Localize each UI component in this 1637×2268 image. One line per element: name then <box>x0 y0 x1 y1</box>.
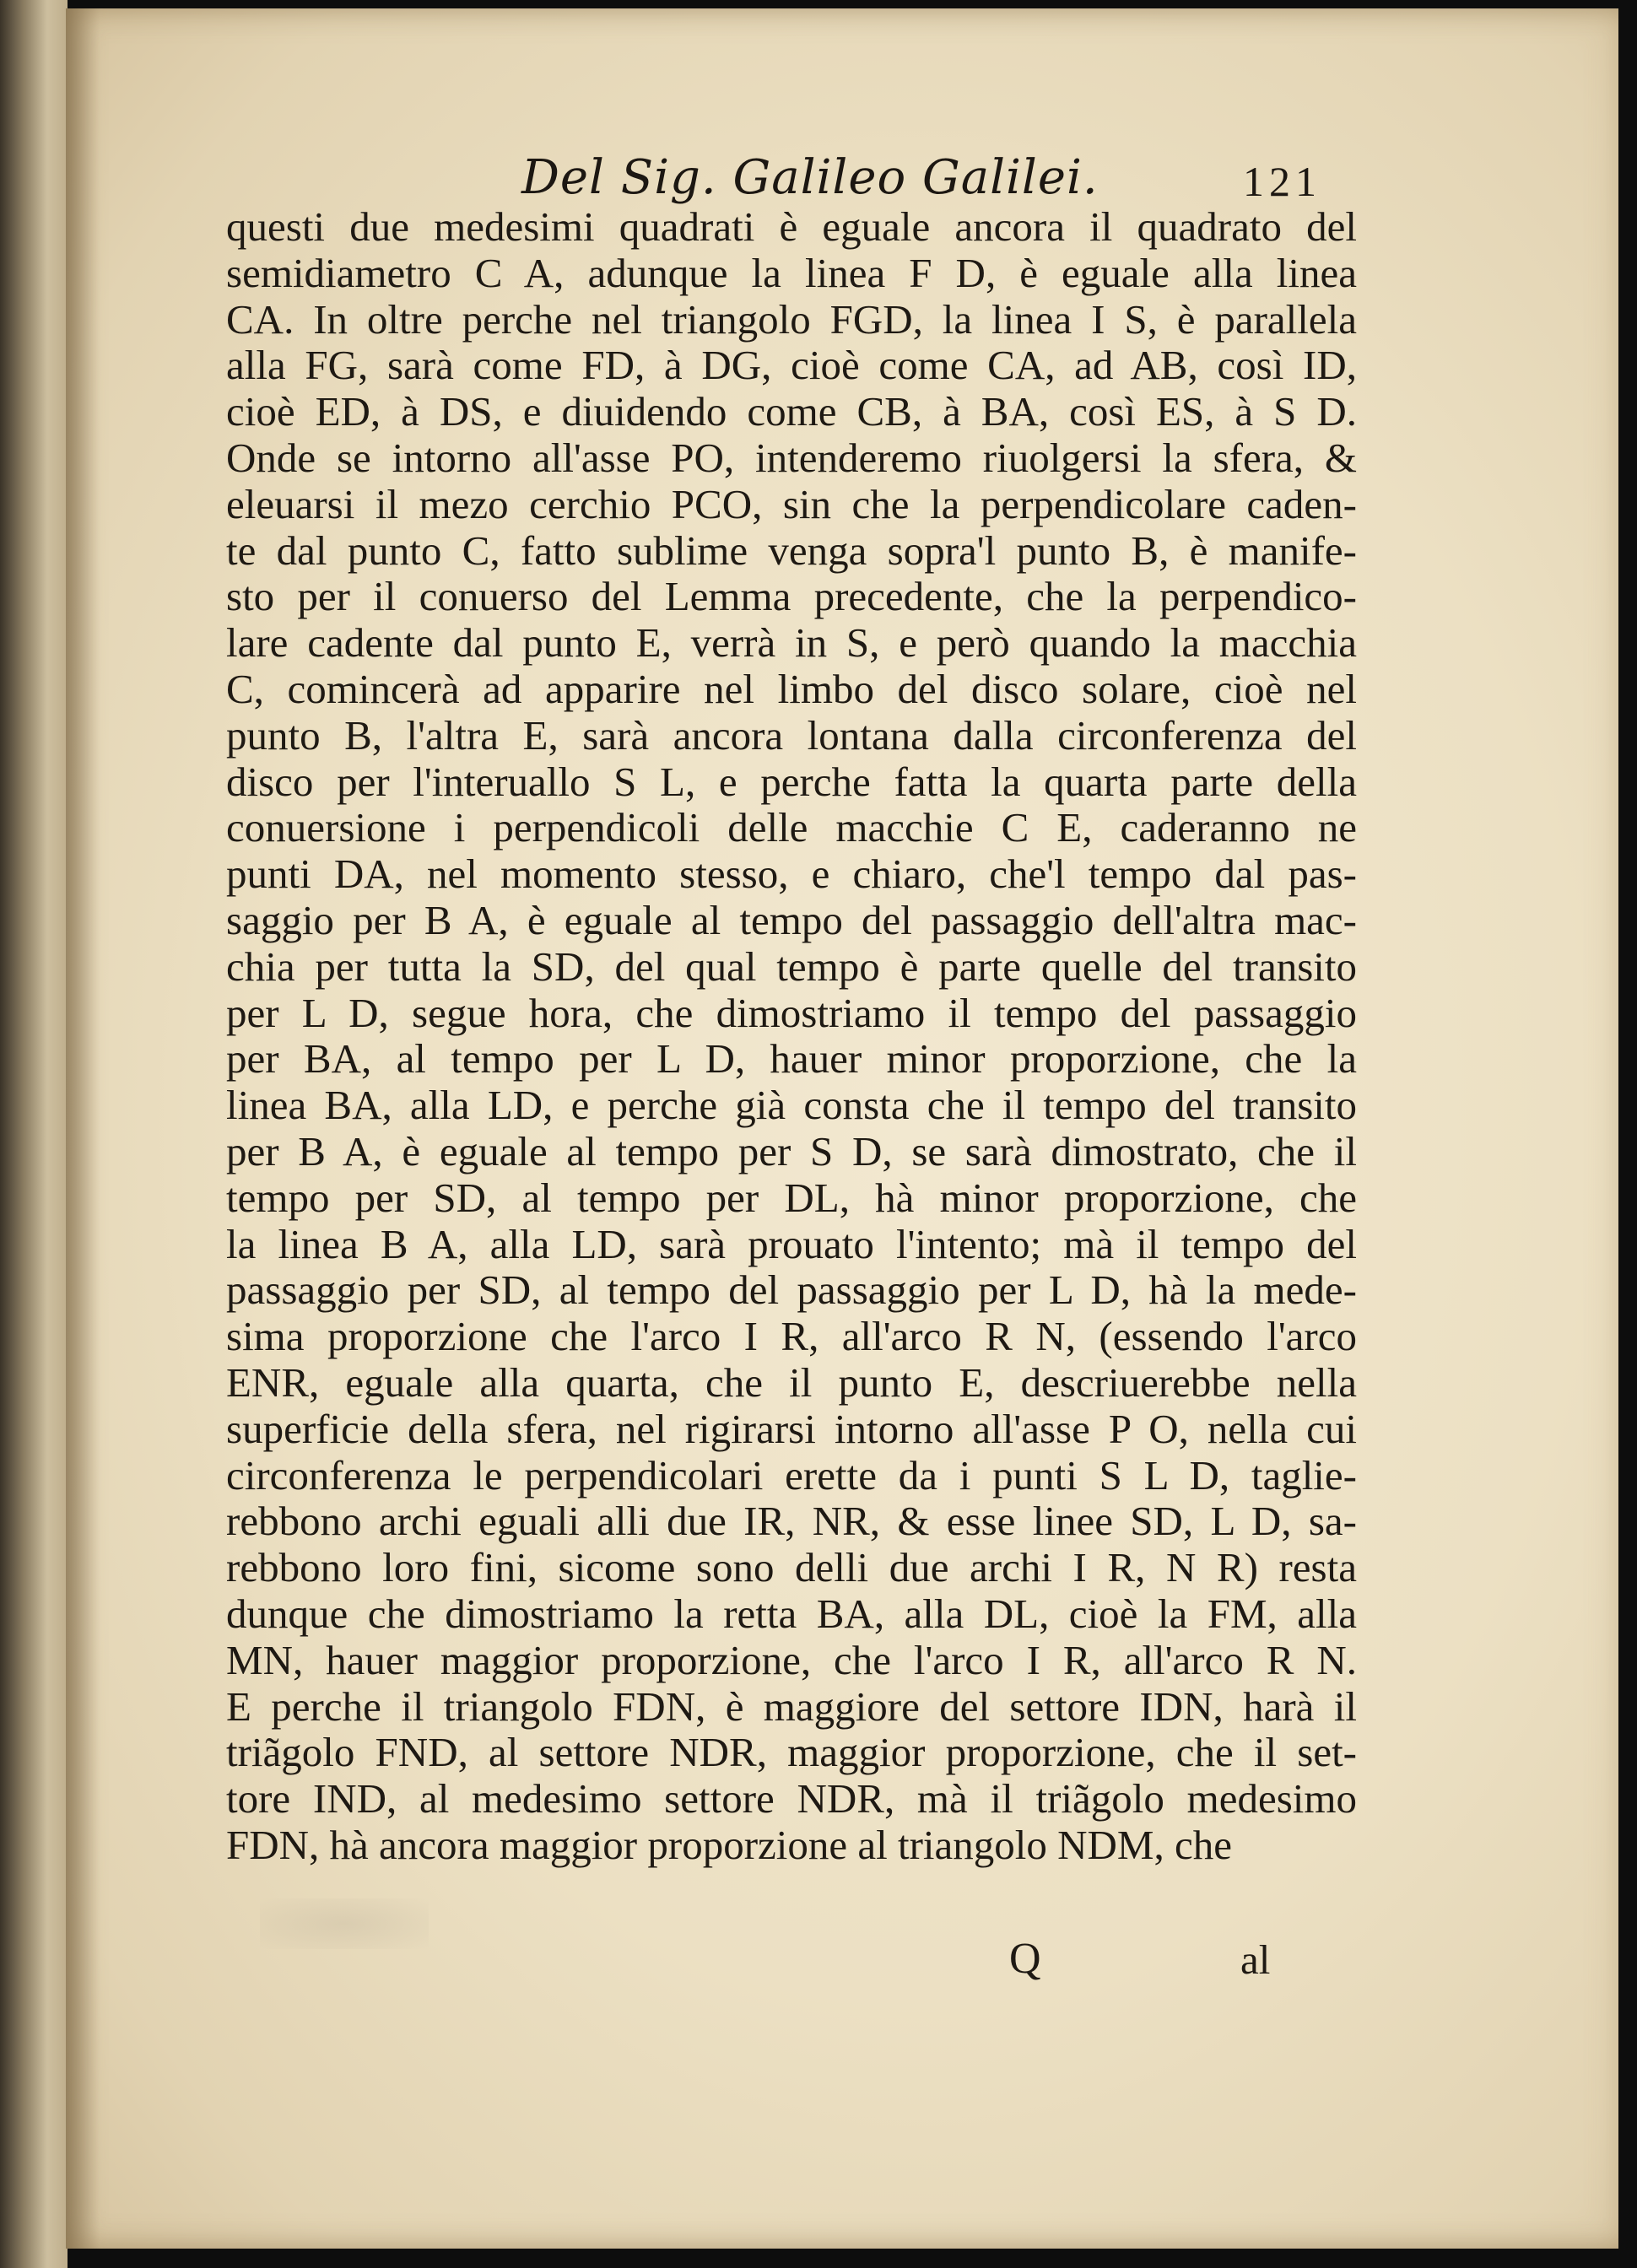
text-line: alla FG, sarà come FD, à DG, cioè come CA, ad AB, così ID, <box>226 343 1357 389</box>
text-line: saggio per B A, è eguale al tempo del passaggio dell'altra mac- <box>226 897 1357 943</box>
text-line: superficie della sfera, nel rigirarsi intorno all'asse P O, nella cui <box>226 1406 1357 1452</box>
text-line: lare cadente dal punto E, verrà in S, e però quando la macchia <box>226 620 1357 667</box>
text-line: sima proporzione che l'arco I R, all'arco R N, (essendo l'arco <box>226 1314 1357 1360</box>
text-line: te dal punto C, fatto sublime venga sopra'l punto B, è manife- <box>226 527 1357 574</box>
page-edge-shadow <box>66 8 100 2249</box>
text-line: C, comincerà ad apparire nel limbo del disco solare, cioè nel <box>226 666 1357 712</box>
text-line: chia per tutta la SD, del qual tempo è parte quelle del transito <box>226 943 1357 990</box>
text-line: per L D, segue hora, che dimostriamo il tempo del passaggio <box>226 990 1357 1036</box>
text-line: Onde se intorno all'asse PO, intenderemo riuolgersi la sfera, & <box>226 435 1357 481</box>
text-line: passaggio per SD, al tempo del passaggio per L D, hà la mede- <box>226 1267 1357 1314</box>
paper-page <box>66 8 1618 2249</box>
signature-mark: Q <box>1009 1935 1041 1983</box>
body-text <box>226 204 1357 1869</box>
text-line: linea BA, alla LD, e perche già consta che il tempo del transito <box>226 1083 1357 1129</box>
text-line: CA. In oltre perche nel triangolo FGD, la linea I S, è parallela <box>226 296 1357 343</box>
text-line: tore IND, al medesimo settore NDR, mà il triãgolo medesimo <box>226 1776 1357 1822</box>
text-line: sto per il conuerso del Lemma precedente, che la perpendico- <box>226 574 1357 620</box>
page-number: 121 <box>1243 158 1321 205</box>
page-footer <box>66 1934 1618 1993</box>
text-line: circonferenza le perpendicolari erette da i punti S L D, taglie- <box>226 1452 1357 1498</box>
text-line: rebbono loro fini, sicome sono delli due archi I R, N R) resta <box>226 1545 1357 1591</box>
text-line: per B A, è eguale al tempo per S D, se sarà dimostrato, che il <box>226 1128 1357 1174</box>
text-line: tempo per SD, al tempo per DL, hà minor proporzione, che <box>226 1174 1357 1221</box>
text-line: conuersione i perpendicoli delle macchie C E, caderanno ne <box>226 805 1357 851</box>
text-line: eleuarsi il mezo cerchio PCO, sin che la perpendicolare caden- <box>226 481 1357 527</box>
text-line: dunque che dimostriamo la retta BA, alla DL, cioè la FM, alla <box>226 1590 1357 1637</box>
text-line: punti DA, nel momento stesso, e chiaro, che'l tempo dal pas- <box>226 851 1357 898</box>
text-line: per BA, al tempo per L D, hauer minor proporzione, che la <box>226 1036 1357 1083</box>
text-line: questi due medesimi quadrati è eguale ancora il quadrato del <box>226 204 1357 250</box>
text-line: punto B, l'altra E, sarà ancora lontana dalla circonferenza del <box>226 712 1357 759</box>
text-line: cioè ED, à DS, e diuidendo come CB, à BA, così ES, à S D. <box>226 389 1357 435</box>
text-line: rebbono archi eguali alli due IR, NR, & esse linee SD, L D, sa- <box>226 1498 1357 1545</box>
text-line: semidiametro C A, adunque la linea F D, è eguale alla linea <box>226 250 1357 296</box>
running-title: Del Sig. Galileo Galilei. <box>521 150 1099 205</box>
text-line: MN, hauer maggior proporzione, che l'arco I R, all'arco R N. <box>226 1637 1357 1683</box>
book-gutter <box>0 0 68 2268</box>
text-line: E perche il triangolo FDN, è maggiore del settore IDN, harà il <box>226 1683 1357 1730</box>
text-line: triãgolo FND, al settore NDR, maggior proporzione, che il set- <box>226 1730 1357 1776</box>
text-line: disco per l'interuallo S L, e perche fatta la quarta parte della <box>226 759 1357 805</box>
text-line: ENR, eguale alla quarta, che il punto E, descriuerebbe nella <box>226 1359 1357 1406</box>
text-line: FDN, hà ancora maggior proporzione al triangolo NDM, che <box>226 1822 1232 1868</box>
catchword: al <box>1240 1936 1271 1983</box>
text-line: la linea B A, alla LD, sarà prouato l'intento; mà il tempo del <box>226 1221 1357 1267</box>
